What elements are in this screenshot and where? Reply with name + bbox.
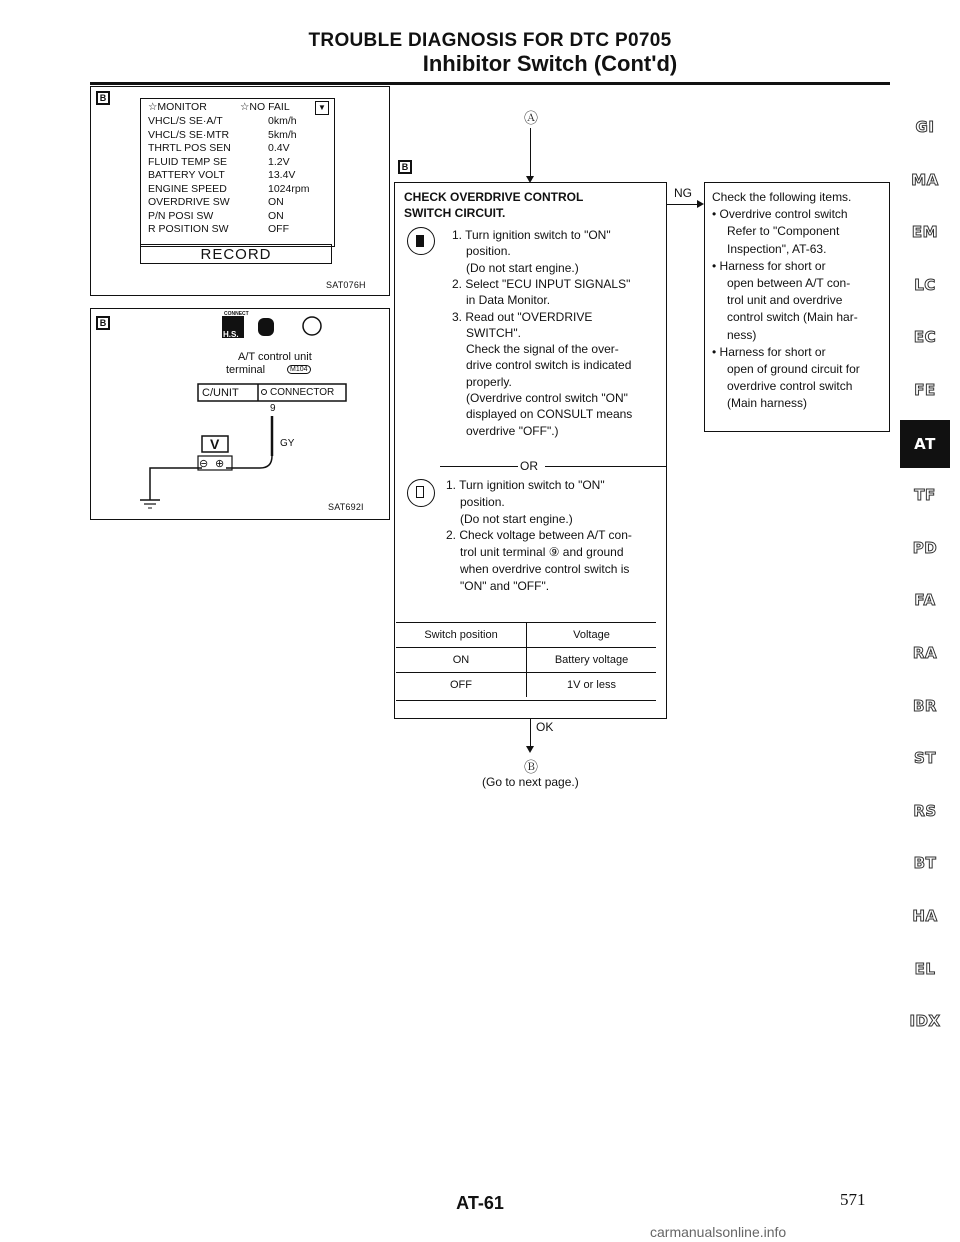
ok-label: OK	[536, 720, 554, 734]
badge-b-flow: B	[398, 160, 412, 174]
section-index-item-at[interactable]: AT	[900, 420, 950, 468]
check-heading-2: SWITCH CIRCUIT.	[404, 206, 506, 220]
section-index-item-idx[interactable]: IDX	[909, 1012, 941, 1031]
ng-result-line: control switch (Main har-	[727, 310, 858, 325]
terminal-badge: M104	[287, 365, 311, 374]
method-1-line: 1. Turn ignition switch to "ON"	[452, 228, 611, 242]
method-1-line: in Data Monitor.	[466, 293, 551, 308]
monitor-row-label: FLUID TEMP SE	[148, 155, 227, 168]
ng-arrow	[667, 204, 699, 205]
method-1-line: overdrive "OFF".)	[466, 423, 559, 438]
monitor-row-label: R POSITION SW	[148, 223, 229, 235]
monitor-row-value: ON	[268, 209, 284, 222]
check-heading-1: CHECK OVERDRIVE CONTROL	[404, 190, 584, 204]
ignition-on-icon	[303, 317, 321, 335]
arrow-down-icon	[526, 746, 534, 753]
wiring-caption-2: terminal	[226, 364, 266, 376]
ng-result-line: • Harness for short or	[712, 344, 826, 359]
wiring-diagram	[90, 308, 390, 520]
section-index-item-st[interactable]: ST	[913, 749, 937, 768]
page-number: 571	[840, 1190, 866, 1209]
table-cell: Battery voltage	[554, 654, 629, 666]
section-index-item-lc[interactable]: LC	[914, 275, 936, 294]
section-index-item-ra[interactable]: RA	[912, 644, 938, 662]
section-index-item-tf[interactable]: TF	[914, 486, 936, 505]
arrow-right-icon	[697, 200, 704, 208]
ng-result-line: Check the following items.	[712, 190, 852, 204]
monitor-row-value: 1024rpm	[268, 182, 310, 195]
method-1-line: (Do not start engine.)	[466, 260, 579, 275]
ok-arrow	[530, 719, 531, 749]
section-index-item-ha[interactable]: HA	[912, 907, 938, 925]
ng-result-line: • Overdrive control switch	[712, 207, 848, 222]
wiring-caption-1: A/T control unit	[238, 351, 312, 363]
monitor-row-label: P/N POSI SW	[148, 209, 214, 222]
monitor-row-value: 1.2V	[268, 155, 290, 168]
method-2-line: (Do not start engine.)	[460, 511, 573, 526]
flow-start-marker: Ⓐ	[524, 110, 538, 126]
ng-result-line: Refer to "Component	[727, 224, 840, 239]
monitor-row-label: THRTL POS SEN	[148, 142, 231, 154]
section-index-item-ec[interactable]: EC	[913, 328, 937, 347]
section-index-item-bt[interactable]: BT	[913, 854, 937, 873]
connector-icon	[258, 318, 274, 336]
method-1-line: 3. Read out "OVERDRIVE	[452, 309, 593, 324]
ng-result-line: (Main harness)	[727, 396, 808, 411]
next-page-note: (Go to next page.)	[482, 775, 579, 789]
table-header-switch: Switch position	[396, 623, 527, 648]
method-2-line: 2. Check voltage between A/T con-	[446, 528, 632, 543]
monitor-scroll-icon[interactable]: ▼	[315, 101, 329, 115]
pin-number: 9	[270, 403, 276, 414]
monitor-title-right: ☆NO FAIL	[240, 101, 290, 113]
method-1-line: SWITCH".	[466, 325, 521, 340]
monitor-row-value: 0km/h	[268, 115, 297, 127]
table-cell: 1V or less	[567, 679, 616, 691]
section-index-item-el[interactable]: EL	[914, 959, 936, 978]
section-index-item-em[interactable]: EM	[911, 223, 939, 242]
table-cell: ON	[396, 648, 527, 673]
method-1-line: properly.	[466, 374, 512, 389]
method-2-line: when overdrive control switch is	[460, 562, 630, 576]
ng-result-line: trol unit and overdrive	[727, 293, 843, 308]
ng-label: NG	[674, 186, 692, 200]
page-code: AT-61	[456, 1193, 504, 1213]
page-title: TROUBLE DIAGNOSIS FOR DTC P0705	[308, 30, 672, 51]
or-separator: OR	[520, 459, 538, 473]
voltmeter-label: V	[210, 436, 220, 452]
header-rule	[90, 82, 890, 85]
section-index-item-pd[interactable]: PD	[912, 538, 938, 557]
method-2-line: position.	[460, 494, 505, 509]
monitor-row-label: VHCL/S SE·MTR	[148, 128, 230, 141]
next-marker: Ⓑ	[524, 759, 538, 775]
monitor-row-label: OVERDRIVE SW	[148, 196, 230, 208]
method-2-line: 1. Turn ignition switch to "ON"	[446, 478, 605, 492]
watermark: carmanualsonline.info	[650, 1224, 787, 1240]
monitor-row-value: ON	[268, 196, 284, 208]
monitor-row-label: BATTERY VOLT	[148, 169, 225, 181]
section-index-item-rs[interactable]: RS	[913, 801, 937, 820]
section-index-item-ma[interactable]: MA	[911, 170, 939, 189]
table-cell: OFF	[396, 673, 527, 698]
ng-result-line: Inspection", AT-63.	[727, 241, 827, 256]
connector-label: CONNECTOR	[270, 387, 335, 398]
method-2-line: trol unit terminal ⑨ and ground	[460, 545, 624, 560]
monitor-row-value: OFF	[268, 223, 289, 235]
meter-plus-icon: ⊕	[215, 458, 225, 470]
figure-code-monitor: SAT076H	[326, 280, 366, 290]
method-1-line: displayed on CONSULT means	[466, 407, 633, 422]
cunit-label: C/UNIT	[202, 387, 239, 399]
ng-result-line: • Harness for short or	[712, 258, 826, 273]
monitor-title-left: ☆MONITOR	[148, 101, 207, 113]
page-subtitle: Inhibitor Switch (Cont'd)	[422, 51, 678, 76]
section-index-item-fe[interactable]: FE	[914, 381, 936, 399]
badge-b-wiring: B	[96, 316, 110, 330]
method-2-line: "ON" and "OFF".	[460, 578, 550, 593]
method-1-line: (Overdrive control switch "ON"	[466, 391, 628, 405]
monitor-row-value: 5km/h	[268, 128, 297, 141]
monitor-row-value: 0.4V	[268, 142, 290, 154]
section-index-item-fa[interactable]: FA	[914, 591, 936, 610]
method-1-line: position.	[466, 244, 511, 259]
method-1-line: drive control switch is indicated	[466, 358, 632, 373]
table-header-voltage: Voltage	[573, 629, 610, 641]
ng-result-line: ness)	[727, 327, 757, 342]
voltage-table	[396, 622, 656, 701]
method-1-line: Check the signal of the over-	[466, 342, 619, 357]
meter-minus-icon: ⊖	[199, 458, 209, 470]
figure-code-wiring: SAT692I	[328, 502, 364, 512]
section-index-item-gi[interactable]: GI	[915, 118, 935, 136]
monitor-row-value: 13.4V	[268, 169, 296, 181]
method-1-line: 2. Select "ECU INPUT SIGNALS"	[452, 276, 631, 291]
section-index-item-br[interactable]: BR	[913, 696, 937, 715]
ng-result-line: open between A/T con-	[727, 276, 851, 290]
flow-arrow-in	[530, 128, 531, 178]
connect-label: CONNECT	[224, 311, 249, 317]
ng-result-line: open of ground circuit for	[727, 362, 860, 376]
record-button[interactable]: RECORD	[140, 244, 332, 264]
monitor-row-label: ENGINE SPEED	[148, 182, 227, 195]
wire-color-label: GY	[280, 438, 295, 449]
badge-b-monitor: B	[96, 91, 110, 105]
hs-label: H.S.	[223, 330, 239, 339]
ng-result-line: overdrive control switch	[727, 379, 853, 394]
monitor-row-label: VHCL/S SE·A/T	[148, 115, 223, 127]
